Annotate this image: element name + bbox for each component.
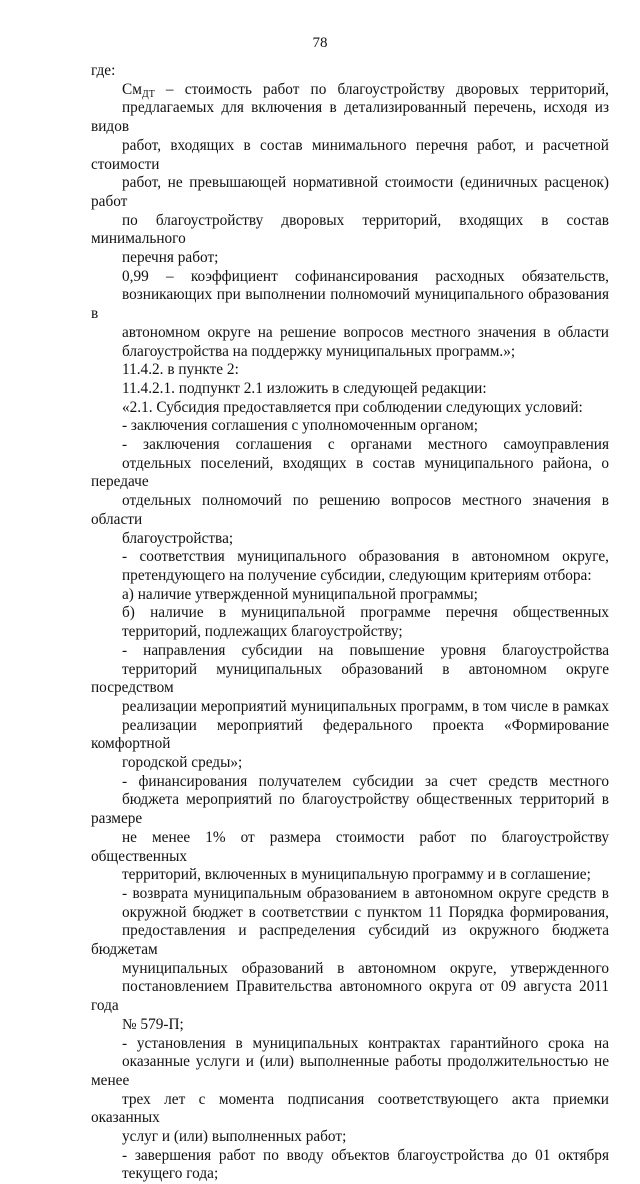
document-body: [91, 62, 609, 1184]
condition-6: [91, 885, 609, 1035]
smdt-line-1: [91, 81, 609, 100]
cond8-line-1: - завершения работ по вводу объектов благоустройства до 01 октября: [122, 1146, 609, 1164]
smdt-symbol: См: [122, 80, 142, 98]
item-11-4-2: [91, 361, 609, 380]
crit-b-line-2: территорий, подлежащих благоустройству;: [122, 623, 403, 641]
cond2-line-1: - заключения соглашения с органами местного самоуправления: [122, 436, 609, 454]
condition-3: [91, 548, 609, 585]
condition-8: [91, 1147, 609, 1184]
cond7-line-1: - установления в муниципальных контрактах гарантийного срока на: [122, 1034, 609, 1052]
cond6-line-3: предоставления и распределения субсидий из окружного бюджета бюджетам: [91, 922, 609, 959]
condition-1-text: - заключения соглашения с уполномоченным органом;: [122, 417, 479, 435]
smdt-line-3: работ, входящих в состав минимального перечня работ, и расчетной стоимости: [91, 136, 609, 173]
page-number: 78: [312, 35, 328, 51]
condition-2: [91, 436, 609, 548]
criterion-a-text: а) наличие утвержденной муниципальной программы;: [122, 585, 478, 603]
cond6-line-2: окружной бюджет в соответствии с пунктом 11 Порядка формирования,: [122, 903, 609, 921]
coef-line-3: автономном округе на решение вопросов местного значения в области: [122, 323, 609, 341]
condition-1: [91, 417, 609, 436]
cond6-line-1: - возврата муниципальным образованием в автономном округе средств в: [122, 884, 609, 902]
cond5-line-4: территорий, включенных в муниципальную программу и в соглашение;: [122, 866, 591, 884]
cond7-line-3: трех лет с момента подписания соответствующего акта приемки оказанных: [91, 1090, 609, 1127]
cond2-line-4: благоустройства;: [122, 529, 234, 547]
paragraph-smdt: [91, 81, 609, 268]
cond4-line-1: - направления субсидии на повышение уровня благоустройства: [122, 641, 609, 659]
cond3-line-1: - соответствия муниципального образования в автономном округе,: [122, 548, 609, 566]
cond5-line-3: не менее 1% от размера стоимости работ по благоустройству общественных: [91, 828, 609, 865]
cond5-line-1: - финансирования получателем субсидии за счет средств местного: [122, 772, 609, 790]
cond8-line-2: текущего года;: [122, 1165, 219, 1183]
cond6-line-4: муниципальных образований в автономном округе, утвержденного: [122, 959, 609, 977]
coef-line-4: благоустройства на поддержку муниципальных программ.»;: [122, 342, 516, 360]
cond6-line-5: постановлением Правительства автономного округа от 09 августа 2011 года: [91, 978, 609, 1015]
cond4-line-3: реализации мероприятий муниципальных программ, в том числе в рамках: [122, 697, 609, 715]
smdt-subscript: ДТ: [141, 88, 155, 100]
criterion-a: [91, 586, 609, 605]
item-11-4-2-1: [91, 380, 609, 399]
cond4-line-2: территорий муниципальных образований в автономном округе посредством: [91, 660, 609, 697]
subsection-2-1: [91, 399, 609, 418]
paragraph-coefficient: [91, 268, 609, 362]
coef-line-2: возникающих при выполнении полномочий муниципального образования в: [91, 286, 609, 323]
condition-4: [91, 642, 609, 773]
smdt-line-5: по благоустройству дворовых территорий, входящих в состав минимального: [91, 211, 609, 248]
smdt-line-2: предлагаемых для включения в детализированный перечень, исходя из видов: [91, 99, 609, 136]
coef-line-1: 0,99 – коэффициент софинансирования расходных обязательств,: [122, 267, 609, 285]
smdt-line-1-text: – стоимость работ по благоустройству дворовых территорий,: [154, 80, 609, 98]
cond6-line-6: № 579-П;: [122, 1015, 184, 1033]
crit-b-line-1: б) наличие в муниципальной программе перечня общественных: [122, 604, 609, 622]
cond2-line-2: отдельных поселений, входящих в состав муниципального района, о передаче: [91, 454, 609, 491]
intro-line: [91, 62, 609, 81]
item-11-4-2-1-text: 11.4.2.1. подпункт 2.1 изложить в следующей редакции:: [122, 379, 487, 397]
condition-5: [91, 773, 609, 885]
cond5-line-2: бюджета мероприятий по благоустройству общественных территорий в размере: [91, 791, 609, 828]
intro-text: где:: [91, 62, 116, 79]
subsection-2-1-text: «2.1. Субсидия предоставляется при соблюдении следующих условий:: [122, 398, 583, 416]
cond4-line-5: городской среды»;: [122, 754, 243, 772]
cond3-line-2: претендующего на получение субсидии, следующим критериям отбора:: [122, 566, 592, 584]
condition-7: [91, 1035, 609, 1147]
smdt-line-4: работ, не превышающей нормативной стоимости (единичных расценок) работ: [91, 174, 609, 210]
item-11-4-2-text: 11.4.2. в пункте 2:: [122, 361, 239, 379]
criterion-b: [91, 604, 609, 641]
smdt-line-6: перечня работ;: [122, 249, 219, 267]
cond4-line-4: реализации мероприятий федерального проекта «Формирование комфортной: [91, 716, 609, 753]
cond7-line-4: услуг и (или) выполненных работ;: [122, 1128, 347, 1146]
cond7-line-2: оказанные услуги и (или) выполненные работы продолжительностью не менее: [91, 1053, 609, 1089]
cond2-line-3: отдельных полномочий по решению вопросов местного значения в области: [91, 492, 609, 528]
